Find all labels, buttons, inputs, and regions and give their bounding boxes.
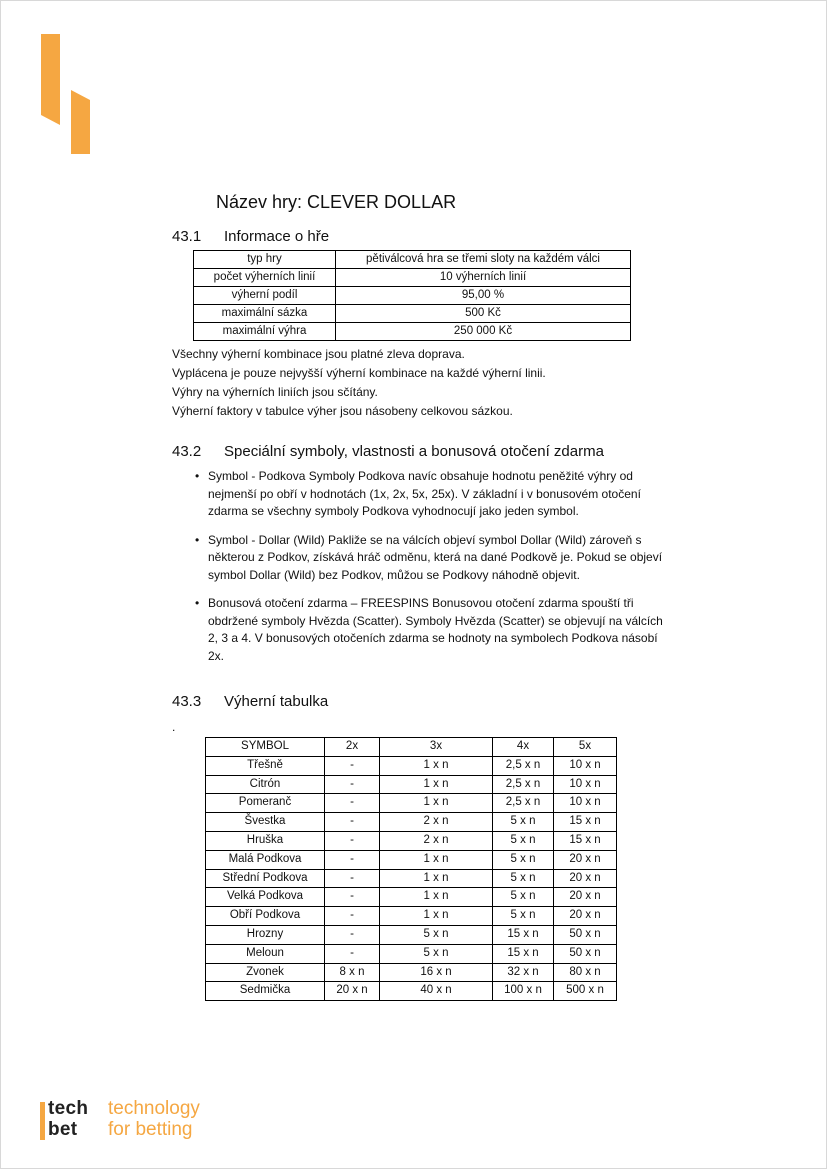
info-label: maximální sázka xyxy=(194,305,336,323)
note-line: Výhry na výherních liniích jsou sčítány. xyxy=(172,385,378,399)
info-value: 10 výherních linií xyxy=(336,269,631,287)
note-line: Vyplácena je pouze nejvyšší výherní kombinace na každé výherní linii. xyxy=(172,366,546,380)
list-item: • Symbol - Dollar (Wild) Pakliže se na válcích objeví symbol Dollar (Wild) zároveň s některou z Podkov, získává hráč odměnu, která na dané Podkově je. Pokud se objeví symbol Dollar (Wild) bez Podkov, můžou se Podkovy náhodně objevit. xyxy=(193,532,663,585)
payout-cell: - xyxy=(325,850,380,869)
symbol-name: Velká Podkova xyxy=(206,888,325,907)
list-item: • Symbol - Podkova Symboly Podkova navíc obsahuje hodnotu peněžité výhry od nejmenší po obří v hodnotách (1x, 2x, 5x, 25x). V základní i v bonusovém otočení zdarma se všechny symboly Podkova vyhodnocují jako jeden symbol. xyxy=(193,468,663,521)
note-line: Výherní faktory v tabulce výher jsou násobeny celkovou sázkou. xyxy=(172,404,513,418)
payout-cell: - xyxy=(325,775,380,794)
table-row xyxy=(206,831,617,850)
logo-bar-icon xyxy=(40,1102,45,1140)
symbol-name: Třešně xyxy=(206,756,325,775)
paytable xyxy=(205,737,617,1001)
section-heading-43-2 xyxy=(172,443,604,460)
section-number: 43.2 xyxy=(172,443,202,460)
section-title: Informace o hře xyxy=(224,228,330,245)
table-row xyxy=(194,251,631,269)
table-row xyxy=(206,756,617,775)
table-row xyxy=(206,794,617,813)
payout-cell: 5 x n xyxy=(493,869,554,888)
game-info-table xyxy=(193,250,631,341)
payout-cell: 1 x n xyxy=(380,775,493,794)
payout-cell: - xyxy=(325,831,380,850)
payout-cell: 15 x n xyxy=(554,813,617,832)
payout-cell: - xyxy=(325,813,380,832)
payout-cell: 15 x n xyxy=(493,944,554,963)
payout-cell: 5 x n xyxy=(493,907,554,926)
column-header: 5x xyxy=(554,738,617,757)
payout-cell: 2,5 x n xyxy=(493,756,554,775)
payout-cell: 5 x n xyxy=(493,850,554,869)
table-row xyxy=(206,925,617,944)
payout-cell: 5 x n xyxy=(380,944,493,963)
payout-cell: 5 x n xyxy=(380,925,493,944)
document-title: Název hry: CLEVER DOLLAR xyxy=(216,192,457,212)
payout-cell: 1 x n xyxy=(380,888,493,907)
payout-cell: - xyxy=(325,869,380,888)
table-row xyxy=(206,775,617,794)
payout-cell: 10 x n xyxy=(554,775,617,794)
payout-cell: - xyxy=(325,794,380,813)
symbol-name: Švestka xyxy=(206,813,325,832)
payout-cell: 15 x n xyxy=(493,925,554,944)
symbol-name: Obří Podkova xyxy=(206,907,325,926)
table-row xyxy=(194,269,631,287)
table-row xyxy=(206,850,617,869)
payout-cell: - xyxy=(325,888,380,907)
info-value: 500 Kč xyxy=(336,305,631,323)
payout-cell: 2 x n xyxy=(380,831,493,850)
payout-cell: 40 x n xyxy=(380,982,493,1001)
payout-cell: 10 x n xyxy=(554,756,617,775)
table-row xyxy=(194,305,631,323)
section-title: Speciální symboly, vlastnosti a bonusová otočení zdarma xyxy=(224,443,604,460)
payout-cell: 5 x n xyxy=(493,831,554,850)
symbol-name: Zvonek xyxy=(206,963,325,982)
table-row xyxy=(206,944,617,963)
table-row xyxy=(206,907,617,926)
payout-cell: 50 x n xyxy=(554,925,617,944)
column-header: SYMBOL xyxy=(206,738,325,757)
payout-cell: 1 x n xyxy=(380,756,493,775)
tagline-line1: technology xyxy=(108,1098,200,1119)
table-row xyxy=(194,287,631,305)
list-item: • Bonusová otočení zdarma – FREESPINS Bonusovou otočení zdarma spouští tři obdržené symboly Hvězda (Scatter). Symboly Hvězda (Scatter) se objevují na válcích 2, 3 a 4. V bonusových otočeních zdarma se hodnoty na symbolech Podkova násobí 2x. xyxy=(193,595,663,665)
payout-cell: - xyxy=(325,925,380,944)
note-line: Všechny výherní kombinace jsou platné zleva doprava. xyxy=(172,347,465,361)
payout-cell: 2 x n xyxy=(380,813,493,832)
payout-cell: 32 x n xyxy=(493,963,554,982)
payout-cell: 1 x n xyxy=(380,794,493,813)
payout-cell: 100 x n xyxy=(493,982,554,1001)
tagline-line2: for betting xyxy=(108,1119,193,1140)
info-label: typ hry xyxy=(194,251,336,269)
info-label: výherní podíl xyxy=(194,287,336,305)
payout-cell: 20 x n xyxy=(325,982,380,1001)
table-row xyxy=(206,982,617,1001)
section-number: 43.1 xyxy=(172,228,202,245)
column-header: 4x xyxy=(493,738,554,757)
payout-cell: 500 x n xyxy=(554,982,617,1001)
table-header-row xyxy=(206,738,617,757)
info-value: 95,00 % xyxy=(336,287,631,305)
info-label: maximální výhra xyxy=(194,323,336,341)
section-title: Výherní tabulka xyxy=(224,693,329,710)
payout-cell: 20 x n xyxy=(554,850,617,869)
rules-notes xyxy=(172,345,546,421)
symbol-name: Citrón xyxy=(206,775,325,794)
section-number: 43.3 xyxy=(172,693,202,710)
stray-dot: . xyxy=(172,720,176,734)
symbol-name: Meloun xyxy=(206,944,325,963)
column-header: 3x xyxy=(380,738,493,757)
symbol-name: Střední Podkova xyxy=(206,869,325,888)
column-header: 2x xyxy=(325,738,380,757)
payout-cell: 20 x n xyxy=(554,907,617,926)
payout-cell: 1 x n xyxy=(380,907,493,926)
payout-cell: - xyxy=(325,907,380,926)
payout-cell: 10 x n xyxy=(554,794,617,813)
payout-cell: - xyxy=(325,944,380,963)
info-value: pětiválcová hra se třemi sloty na každém válci xyxy=(336,251,631,269)
info-label: počet výherních linií xyxy=(194,269,336,287)
payout-cell: - xyxy=(325,756,380,775)
symbol-name: Hruška xyxy=(206,831,325,850)
payout-cell: 20 x n xyxy=(554,888,617,907)
payout-cell: 5 x n xyxy=(493,813,554,832)
payout-cell: 1 x n xyxy=(380,869,493,888)
symbol-name: Hrozny xyxy=(206,925,325,944)
brand-tech: tech xyxy=(48,1098,89,1119)
symbol-name: Sedmička xyxy=(206,982,325,1001)
section-heading-43-1 xyxy=(172,228,329,245)
payout-cell: 16 x n xyxy=(380,963,493,982)
payout-cell: 80 x n xyxy=(554,963,617,982)
payout-cell: 20 x n xyxy=(554,869,617,888)
techbet-logo-mark-icon xyxy=(40,33,92,155)
payout-cell: 1 x n xyxy=(380,850,493,869)
payout-cell: 15 x n xyxy=(554,831,617,850)
payout-cell: 5 x n xyxy=(493,888,554,907)
payout-cell: 2,5 x n xyxy=(493,775,554,794)
special-symbols-list xyxy=(193,468,663,676)
section-heading-43-3 xyxy=(172,693,328,710)
table-row xyxy=(206,963,617,982)
info-value: 250 000 Kč xyxy=(336,323,631,341)
symbol-name: Pomeranč xyxy=(206,794,325,813)
payout-cell: 50 x n xyxy=(554,944,617,963)
table-row xyxy=(194,323,631,341)
payout-cell: 8 x n xyxy=(325,963,380,982)
table-row xyxy=(206,888,617,907)
symbol-name: Malá Podkova xyxy=(206,850,325,869)
brand-bet: bet xyxy=(48,1119,78,1140)
table-row xyxy=(206,869,617,888)
payout-cell: 2,5 x n xyxy=(493,794,554,813)
table-row xyxy=(206,813,617,832)
